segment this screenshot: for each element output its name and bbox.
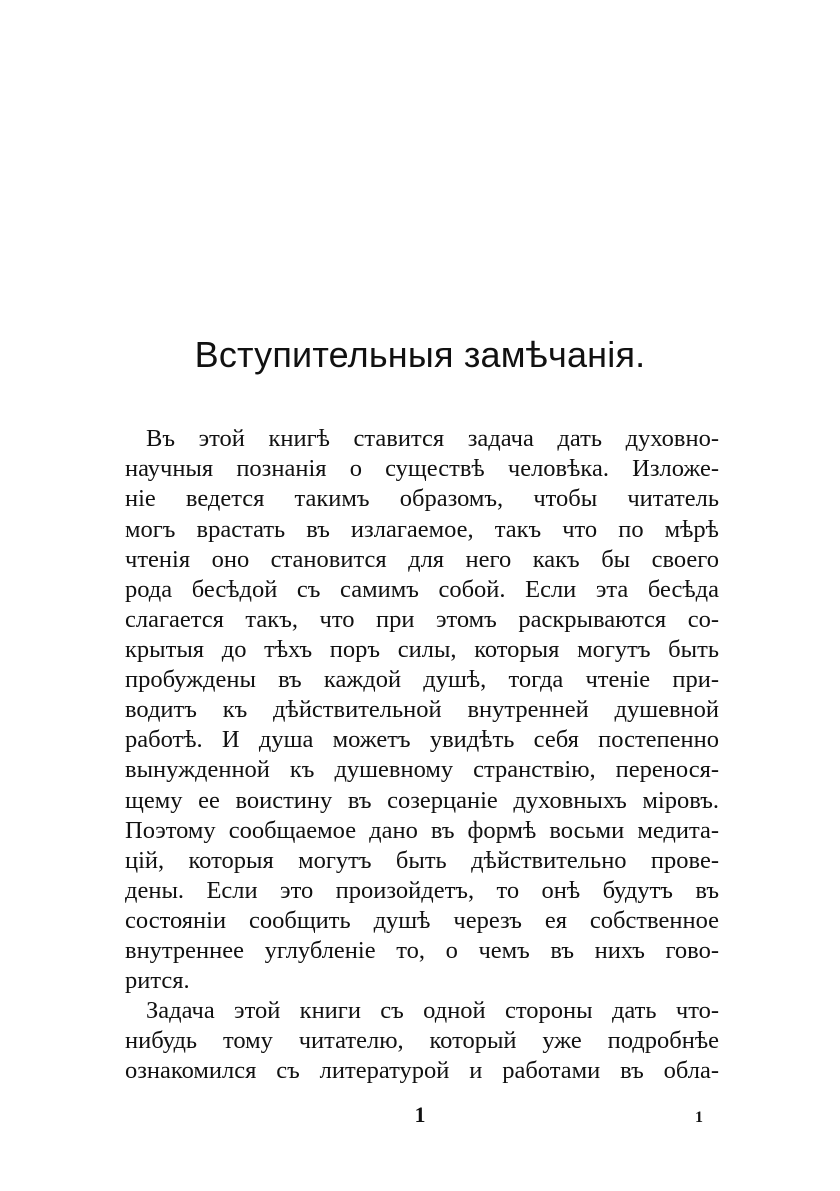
text-line: вынужденной къ душевному странствію, перенося- <box>125 756 719 783</box>
text-line: могъ врастать въ излагаемое, такъ что по мѣрѣ <box>125 516 719 543</box>
text-line: дены. Если это произойдетъ, то онѣ будутъ въ <box>125 877 719 904</box>
text-line: внутреннее углубленіе то, о чемъ въ нихъ гово- <box>125 937 719 964</box>
text-line: щему ее воистину въ созерцаніе духовныхъ міровъ. <box>125 787 719 814</box>
text-line: нибудь тому читателю, который уже подробнѣе <box>125 1027 719 1054</box>
text-line: водитъ къ дѣйствительной внутренней душевной <box>125 696 719 723</box>
text-line: слагается такъ, что при этомъ раскрываются со- <box>125 606 719 633</box>
text-line: ознакомился съ литературой и работами въ обла- <box>125 1057 719 1084</box>
text-line: Поэтому сообщаемое дано въ формѣ восьми медита- <box>125 817 719 844</box>
text-line: пробуждены въ каждой душѣ, тогда чтеніе при- <box>125 666 719 693</box>
chapter-heading: Вступительныя замѣчанія. <box>194 334 646 375</box>
text-line: научныя познанія о существѣ человѣка. Изложе- <box>125 455 719 482</box>
text-line: состояніи сообщить душѣ черезъ ея собственное <box>125 907 719 934</box>
text-line: работѣ. И душа можетъ увидѣть себя постепенно <box>125 726 719 753</box>
text-line: крытыя до тѣхъ поръ силы, которыя могутъ быть <box>125 636 719 663</box>
text-line: цій, которыя могутъ быть дѣйствительно прове- <box>125 847 719 874</box>
page-number: 1 <box>414 1102 426 1127</box>
signature-mark: 1 <box>695 1109 703 1126</box>
text-line: ніе ведется такимъ образомъ, чтобы читатель <box>125 485 719 512</box>
text-line: чтенія оно становится для него какъ бы своего <box>125 546 719 573</box>
text-line: Задача этой книги съ одной стороны дать что- <box>146 997 719 1024</box>
text-line: рода бесѣдой съ самимъ собой. Если эта бесѣда <box>125 576 719 603</box>
text-line: рится. <box>125 967 190 994</box>
text-line: Въ этой книгѣ ставится задача дать духовно- <box>146 425 719 452</box>
